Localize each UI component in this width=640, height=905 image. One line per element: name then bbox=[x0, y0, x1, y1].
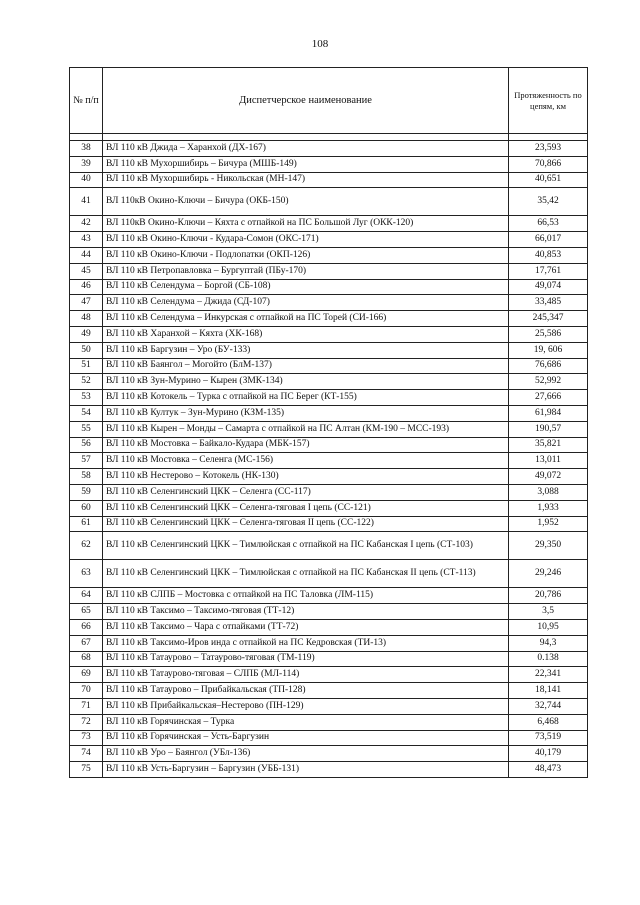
row-number: 43 bbox=[70, 232, 103, 248]
row-number: 45 bbox=[70, 263, 103, 279]
header-length: Протяженность по цепям, км bbox=[509, 68, 588, 134]
line-name: ВЛ 110 кВ Харанхой – Кяхта (ХК-168) bbox=[103, 326, 509, 342]
line-name: ВЛ 110 кВ Селенгинский ЦКК – Селенга-тяговая I цепь (СС-121) bbox=[103, 500, 509, 516]
line-length: 70,866 bbox=[509, 156, 588, 172]
line-length: 17,761 bbox=[509, 263, 588, 279]
line-length: 19, 606 bbox=[509, 342, 588, 358]
header-name: Диспетчерское наименование bbox=[103, 68, 509, 134]
row-number: 54 bbox=[70, 405, 103, 421]
line-name: ВЛ 110 кВ Селендума – Джида (СД-107) bbox=[103, 295, 509, 311]
line-name: ВЛ 110 кВ Мухоршибирь - Никольская (МН-147) bbox=[103, 172, 509, 188]
line-name: ВЛ 110 кВ Котокель – Турка с отпайкой на ПС Берег (КТ-155) bbox=[103, 390, 509, 406]
line-length: 40,651 bbox=[509, 172, 588, 188]
row-number: 41 bbox=[70, 188, 103, 216]
row-number: 52 bbox=[70, 374, 103, 390]
table-row bbox=[70, 469, 588, 485]
row-number: 53 bbox=[70, 390, 103, 406]
row-number: 75 bbox=[70, 762, 103, 778]
row-number: 65 bbox=[70, 604, 103, 620]
row-number: 71 bbox=[70, 698, 103, 714]
line-length: 32,744 bbox=[509, 698, 588, 714]
row-number: 48 bbox=[70, 311, 103, 327]
line-length: 35,42 bbox=[509, 188, 588, 216]
line-length: 23,593 bbox=[509, 141, 588, 157]
table-row bbox=[70, 188, 588, 216]
line-name: ВЛ 110 кВ Окино-Ключи - Подлопатки (ОКП-126) bbox=[103, 247, 509, 263]
line-name: ВЛ 110 кВ Зун-Мурино – Кырен (ЗМК-134) bbox=[103, 374, 509, 390]
table-row bbox=[70, 263, 588, 279]
row-number: 58 bbox=[70, 469, 103, 485]
table-header-row bbox=[70, 68, 588, 134]
row-number: 66 bbox=[70, 619, 103, 635]
line-length: 61,984 bbox=[509, 405, 588, 421]
line-name: ВЛ 110 кВ Таксимо-Иров инда с отпайкой на ПС Кедровская (ТИ-13) bbox=[103, 635, 509, 651]
line-length: 48,473 bbox=[509, 762, 588, 778]
table-row bbox=[70, 311, 588, 327]
line-name: ВЛ 110 кВ СЛПБ – Мостовка с отпайкой на ПС Таловка (ЛМ-115) bbox=[103, 588, 509, 604]
line-length: 66,017 bbox=[509, 232, 588, 248]
row-number: 64 bbox=[70, 588, 103, 604]
line-name: ВЛ 110 кВ Баргузин – Уро (БУ-133) bbox=[103, 342, 509, 358]
line-name: ВЛ 110 кВ Горячинская – Турка bbox=[103, 714, 509, 730]
line-name: ВЛ 110 кВ Горячинская – Усть-Баргузин bbox=[103, 730, 509, 746]
line-name: ВЛ 110 кВ Таксимо – Таксимо-тяговая (ТТ-12) bbox=[103, 604, 509, 620]
table-row bbox=[70, 342, 588, 358]
header-number: № п/п bbox=[70, 68, 103, 134]
line-name: ВЛ 110кВ Окино-Ключи – Кяхта с отпайкой на ПС Большой Луг (ОКК-120) bbox=[103, 216, 509, 232]
line-length: 20,786 bbox=[509, 588, 588, 604]
line-length: 66,53 bbox=[509, 216, 588, 232]
table-row bbox=[70, 588, 588, 604]
table-row bbox=[70, 247, 588, 263]
table-row bbox=[70, 714, 588, 730]
table-row bbox=[70, 358, 588, 374]
row-number: 67 bbox=[70, 635, 103, 651]
line-name: ВЛ 110 кВ Петропавловка – Бургуптай (ПБу-170) bbox=[103, 263, 509, 279]
row-number: 46 bbox=[70, 279, 103, 295]
line-length: 1,933 bbox=[509, 500, 588, 516]
line-name: ВЛ 110 кВ Таксимо – Чара с отпайками (ТТ-72) bbox=[103, 619, 509, 635]
table-row bbox=[70, 141, 588, 157]
table-row bbox=[70, 635, 588, 651]
table-row bbox=[70, 516, 588, 532]
line-length: 27,666 bbox=[509, 390, 588, 406]
table-row bbox=[70, 390, 588, 406]
row-number: 61 bbox=[70, 516, 103, 532]
line-name: ВЛ 110 кВ Култук – Зун-Мурино (КЗМ-135) bbox=[103, 405, 509, 421]
table-row bbox=[70, 216, 588, 232]
line-name: ВЛ 110 кВ Татаурово – Прибайкальская (ТП-128) bbox=[103, 683, 509, 699]
table-row bbox=[70, 532, 588, 560]
power-lines-table bbox=[69, 67, 588, 778]
table-row bbox=[70, 746, 588, 762]
line-length: 40,179 bbox=[509, 746, 588, 762]
row-number: 44 bbox=[70, 247, 103, 263]
line-name: ВЛ 110 кВ Селендума – Инкурская с отпайкой на ПС Торей (СИ-166) bbox=[103, 311, 509, 327]
table-row bbox=[70, 232, 588, 248]
table-row bbox=[70, 651, 588, 667]
table-row bbox=[70, 484, 588, 500]
row-number: 74 bbox=[70, 746, 103, 762]
line-length: 6,468 bbox=[509, 714, 588, 730]
line-name: ВЛ 110 кВ Мостовка – Байкало-Кудара (МБК-157) bbox=[103, 437, 509, 453]
table-row bbox=[70, 500, 588, 516]
line-length: 29,246 bbox=[509, 560, 588, 588]
line-name: ВЛ 110 кВ Мостовка – Селенга (МС-156) bbox=[103, 453, 509, 469]
line-length: 10,95 bbox=[509, 619, 588, 635]
table-row bbox=[70, 437, 588, 453]
line-name: ВЛ 110 кВ Татаурово – Татаурово-тяговая (ТМ-119) bbox=[103, 651, 509, 667]
row-number: 39 bbox=[70, 156, 103, 172]
table-row bbox=[70, 619, 588, 635]
table-row bbox=[70, 604, 588, 620]
line-length: 3,5 bbox=[509, 604, 588, 620]
line-length: 49,074 bbox=[509, 279, 588, 295]
line-length: 18,141 bbox=[509, 683, 588, 699]
row-number: 50 bbox=[70, 342, 103, 358]
line-name: ВЛ 110 кВ Прибайкальская–Нестерово (ПН-129) bbox=[103, 698, 509, 714]
line-length: 35,821 bbox=[509, 437, 588, 453]
row-number: 42 bbox=[70, 216, 103, 232]
line-length: 33,485 bbox=[509, 295, 588, 311]
line-length: 49,072 bbox=[509, 469, 588, 485]
line-name: ВЛ 110 кВ Усть-Баргузин – Баргузин (УББ-131) bbox=[103, 762, 509, 778]
line-name: ВЛ 110 кВ Мухоршибирь – Бичура (МШБ-149) bbox=[103, 156, 509, 172]
line-name: ВЛ 110 кВ Баянгол – Могойто (БлМ-137) bbox=[103, 358, 509, 374]
table-row bbox=[70, 698, 588, 714]
line-name: ВЛ 110 кВ Окино-Ключи - Кудара-Сомон (ОКС-171) bbox=[103, 232, 509, 248]
line-name: ВЛ 110 кВ Селенгинский ЦКК – Тимлюйская с отпайкой на ПС Кабанская I цепь (СТ-103) bbox=[103, 532, 509, 560]
row-number: 63 bbox=[70, 560, 103, 588]
line-length: 29,350 bbox=[509, 532, 588, 560]
line-name: ВЛ 110 кВ Татаурово-тяговая – СЛПБ (МЛ-114) bbox=[103, 667, 509, 683]
row-number: 68 bbox=[70, 651, 103, 667]
row-number: 70 bbox=[70, 683, 103, 699]
table-row bbox=[70, 560, 588, 588]
line-length: 22,341 bbox=[509, 667, 588, 683]
line-name: ВЛ 110 кВ Нестерово – Котокель (НК-130) bbox=[103, 469, 509, 485]
line-name: ВЛ 110 кВ Кырен – Монды – Самарта с отпайкой на ПС Алтан (КМ-190 – МСС-193) bbox=[103, 421, 509, 437]
line-length: 73,519 bbox=[509, 730, 588, 746]
line-length: 1,952 bbox=[509, 516, 588, 532]
row-number: 47 bbox=[70, 295, 103, 311]
row-number: 40 bbox=[70, 172, 103, 188]
table-row bbox=[70, 295, 588, 311]
row-number: 38 bbox=[70, 141, 103, 157]
row-number: 55 bbox=[70, 421, 103, 437]
row-number: 60 bbox=[70, 500, 103, 516]
line-name: ВЛ 110 кВ Джида – Харанхой (ДХ-167) bbox=[103, 141, 509, 157]
table-row bbox=[70, 156, 588, 172]
line-name: ВЛ 110 кВ Селенгинский ЦКК – Тимлюйская с отпайкой на ПС Кабанская II цепь (СТ-113) bbox=[103, 560, 509, 588]
line-name: ВЛ 110 кВ Селендума – Боргой (СБ-108) bbox=[103, 279, 509, 295]
line-name: ВЛ 110 кВ Уро – Баянгол (УБл-136) bbox=[103, 746, 509, 762]
row-number: 59 bbox=[70, 484, 103, 500]
row-number: 57 bbox=[70, 453, 103, 469]
line-length: 3,088 bbox=[509, 484, 588, 500]
table-row bbox=[70, 172, 588, 188]
header-spacer-row bbox=[70, 134, 588, 141]
table-row bbox=[70, 683, 588, 699]
line-length: 76,686 bbox=[509, 358, 588, 374]
line-length: 40,853 bbox=[509, 247, 588, 263]
row-number: 49 bbox=[70, 326, 103, 342]
line-length: 52,992 bbox=[509, 374, 588, 390]
row-number: 69 bbox=[70, 667, 103, 683]
line-length: 245,347 bbox=[509, 311, 588, 327]
table-row bbox=[70, 279, 588, 295]
table-row bbox=[70, 326, 588, 342]
page-number: 108 bbox=[311, 38, 329, 50]
row-number: 51 bbox=[70, 358, 103, 374]
line-name: ВЛ 110кВ Окино-Ключи – Бичура (ОКБ-150) bbox=[103, 188, 509, 216]
row-number: 72 bbox=[70, 714, 103, 730]
row-number: 73 bbox=[70, 730, 103, 746]
line-length: 25,586 bbox=[509, 326, 588, 342]
table-body bbox=[70, 141, 588, 778]
line-name: ВЛ 110 кВ Селенгинский ЦКК – Селенга-тяговая II цепь (СС-122) bbox=[103, 516, 509, 532]
row-number: 56 bbox=[70, 437, 103, 453]
table-row bbox=[70, 374, 588, 390]
line-name: ВЛ 110 кВ Селенгинский ЦКК – Селенга (СС-117) bbox=[103, 484, 509, 500]
table-row bbox=[70, 667, 588, 683]
table-row bbox=[70, 453, 588, 469]
table-row bbox=[70, 730, 588, 746]
table-row bbox=[70, 405, 588, 421]
table-row bbox=[70, 421, 588, 437]
line-length: 94,3 bbox=[509, 635, 588, 651]
line-length: 0.138 bbox=[509, 651, 588, 667]
line-length: 190,57 bbox=[509, 421, 588, 437]
table-row bbox=[70, 762, 588, 778]
row-number: 62 bbox=[70, 532, 103, 560]
line-length: 13,011 bbox=[509, 453, 588, 469]
